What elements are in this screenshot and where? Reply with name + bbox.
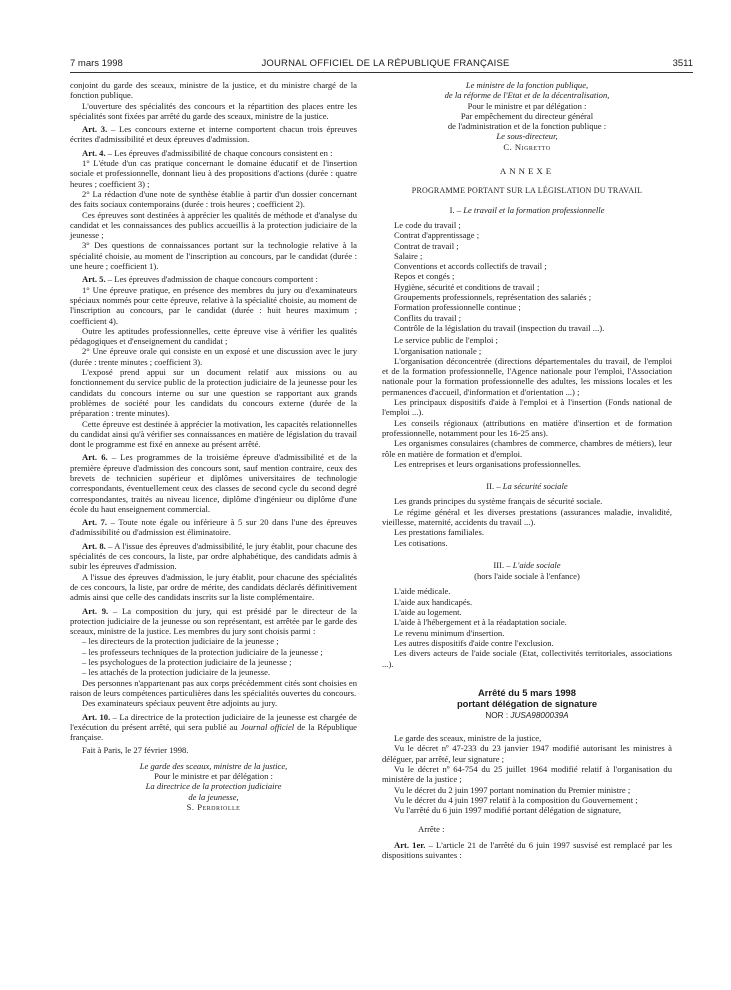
list-item: – les psychologues de la protection judiciaire de la jeunesse ;	[82, 657, 292, 668]
section-number: III. –	[493, 559, 513, 570]
list-item: Conventions et accords collectifs de travail ;	[394, 261, 547, 272]
list-item: Formation professionnelle continue ;	[394, 302, 521, 313]
article-text: – Les programmes de la troisième épreuve d'admissibilité et de la première épreuve d'admission des concours sont, sauf mention contraire, ceux des brevets de technicien supérieur et diplômes universitaires de technologie correspondants, éventuellement ceux des classes de second cycle du second degré correspondantes, traités au niveau licence, diplôme d'ingénieur ou diplôme d'une école du haut enseignement commercial.	[70, 452, 357, 514]
paragraph: conjoint du garde des sceaux, ministre de la justice, et du ministre chargé de la fonction publique.	[70, 80, 357, 101]
signature-line: de l'administration et de la fonction publique :	[447, 121, 607, 132]
article-7	[70, 517, 357, 538]
paragraph: Vu le décret du 4 juin 1997 relatif à la composition du Gouvernement ;	[394, 794, 638, 805]
section-number: II. –	[486, 481, 503, 492]
signature-line: de la réforme de l'Etat et de la décentralisation,	[444, 90, 610, 101]
paragraph: A l'issue des épreuves d'admission, le jury établit, pour chacune des spécialités de ces concours, la liste, par ordre de mérite, des candidats déclarés définitivement admis ainsi que celle des candidats inscrits sur la liste complémentaire.	[70, 571, 357, 603]
paragraph: 1° Une épreuve pratique, en présence des membres du jury ou d'examinateurs spéciaux nommés pour cette épreuve, relative à la spécialité choisie, au moment de l'inscription au concours, par le candidat (durée : huit heures maximum ; coefficient 4).	[70, 284, 357, 326]
paragraph: L'organisation nationale ;	[394, 345, 482, 356]
list-item: Groupements professionnels, représentation des salariés ;	[394, 292, 592, 303]
list-item: Le code du travail ;	[394, 219, 461, 230]
paragraph: Les prestations familiales.	[394, 527, 484, 538]
article-3	[70, 124, 357, 145]
article-text: – Les épreuves d'admissibilité de chaque concours consistent en :	[105, 147, 333, 158]
jury-list	[70, 636, 357, 677]
paragraph: Les cotisations.	[394, 537, 448, 548]
paragraph: 2° La rédaction d'une note de synthèse établie à partir d'un dossier concernant des faits sociaux contemporains (durée : trois heures ; coefficient 2).	[70, 188, 357, 210]
section-3-list	[382, 586, 672, 668]
article-label: Art. 8.	[82, 540, 106, 551]
signatory-name: S. Perdriolle	[186, 801, 241, 812]
article-label: Art. 6.	[82, 452, 108, 463]
nor-label: NOR :	[485, 710, 511, 720]
signature-line: Le ministre de la fonction publique,	[465, 80, 589, 90]
paragraph: L'organisation déconcentrée (directions départementales du travail, de l'emploi et de la formation professionnelle, l'Agence nationale pour l'emploi, l'Association nationale pour la formation professionnelle des adultes, les missions locales et les permanences d'accueil, d'information et d'orientation ...) ;	[382, 355, 672, 397]
journal-name: Journal officiel	[240, 721, 295, 732]
section-3-subtitle: (hors l'aide sociale à l'enfance)	[474, 571, 580, 582]
list-item: L'aide aux handicapés.	[394, 596, 473, 607]
header-page-number: 3511	[672, 58, 693, 69]
article-text: de la République française.	[70, 721, 357, 743]
arrete-title-line: Arrêté du 5 mars 1998	[478, 686, 576, 698]
arrete-title-line: portant délégation de signature	[456, 697, 598, 709]
list-item: Contrat de travail ;	[394, 240, 459, 251]
article-label: Art. 1er.	[394, 839, 426, 850]
header-journal-title: JOURNAL OFFICIEL DE LA RÉPUBLIQUE FRANÇAISE	[261, 58, 510, 69]
paragraph: Outre les aptitudes professionnelles, cette épreuve vise à vérifier les qualités pédagogiques et d'enseignement du candidat ;	[70, 325, 357, 347]
signature-block	[382, 80, 672, 152]
list-item: Salaire ;	[394, 250, 423, 261]
paragraph: Les conseils régionaux (attributions en matière d'insertion et de formation professionnelle, notamment pour les 16-25 ans).	[382, 417, 672, 438]
article-text: – A l'issue des épreuves d'admissibilité, le jury établit, pour chacune des spécialités de ces concours, la liste, par ordre alphabétique, des candidats admis à subir les épreuves d'admission.	[70, 540, 357, 572]
article-text: – L'article 21 de l'arrêté du 6 juin 1997 susvisé est remplacé par les dispositions suivantes :	[382, 839, 673, 861]
article-label: Art. 9.	[82, 605, 109, 616]
article-5	[70, 274, 357, 284]
arrete-word: Arrête :	[418, 823, 445, 834]
article-1	[382, 840, 672, 861]
list-item: – les attachés de la protection judiciaire de la jeunesse.	[82, 667, 271, 678]
article-label: Art. 5.	[82, 274, 106, 285]
section-title: La sécurité sociale	[502, 481, 568, 492]
article-text: – Les épreuves d'admission de chaque concours comportent :	[105, 274, 318, 285]
header-date: 7 mars 1998	[70, 58, 123, 69]
list-item: Hygiène, sécurité et conditions de travail ;	[394, 281, 540, 292]
paragraph: Ces épreuves sont destinées à apprécier les qualités de méthode et d'analyse du candidat et les connaissances des publics accueillis à la protection judiciaire de la jeunesse ;	[70, 209, 357, 241]
list-item: – les directeurs de la protection judiciaire de la jeunesse ;	[82, 636, 279, 647]
paragraph: Les grands principes du système français de sécurité sociale.	[394, 496, 603, 507]
article-text: – La composition du jury, qui est présidé par le directeur de la protection judiciaire de la jeunesse ou son représentant, est arrêtée par le garde des sceaux, ministre de la justice. Les membres du jury sont choisis parmi :	[70, 605, 357, 637]
paragraph: Le service public de l'emploi ;	[394, 335, 498, 346]
signature-line: de la jeunesse,	[188, 791, 239, 802]
article-text: – Les concours externe et interne comportent chacun trois épreuves écrites d'admissibilité et deux épreuves d'admission.	[70, 124, 357, 145]
article-6	[70, 452, 357, 514]
list-item: Contrat d'apprentissage ;	[394, 230, 480, 241]
paragraph: L'exposé prend appui sur un document relatif aux missions ou au fonctionnement du service public de la protection judiciaire de la jeunesse pour les candidats du concours interne ou sur une question se rapportant aux grands problèmes de société pour les candidats du concours externe (durée de la préparation : trente minutes).	[70, 367, 357, 419]
section-1-heading	[382, 205, 672, 215]
signature-line: Pour le ministre et par délégation :	[467, 100, 587, 111]
article-8	[70, 541, 357, 572]
list-item: – les professeurs techniques de la protection judiciaire de la jeunesse ;	[82, 646, 323, 657]
paragraph: Le garde des sceaux, ministre de la justice,	[394, 733, 542, 744]
section-2-heading	[382, 481, 672, 491]
paragraph: Vu le décret nº 64-754 du 25 juillet 1964 modifié relatif à l'organisation du ministère de la justice ;	[382, 764, 672, 785]
signature-line: Par empêchement du directeur général	[460, 110, 594, 121]
article-label: Art. 10.	[82, 711, 111, 722]
paragraph: Vu le décret du 2 juin 1997 portant nomination du Premier ministre ;	[394, 784, 631, 795]
paragraph: Le régime général et les diverses prestations (assurances maladie, invalidité, vieillesse, maternité, accidents du travail ...).	[382, 506, 672, 527]
list-item: Le revenu minimum d'insertion.	[394, 627, 505, 638]
annexe-heading: ANNEXE	[499, 166, 555, 177]
article-10	[70, 712, 357, 743]
article-label: Art. 7.	[82, 517, 108, 528]
arrete-heading	[382, 687, 672, 709]
header-rule	[70, 72, 693, 73]
left-column	[70, 80, 357, 812]
article-9	[70, 606, 357, 637]
paragraph: 3° Des questions de connaissances portant sur la technologie relative à la spécialité choisie, au moment de l'inscription au concours, par le candidat (durée : une heure ; coefficient 1).	[70, 240, 357, 272]
paragraph: Vu l'arrêté du 6 juin 1997 modifié portant délégation de signature,	[394, 805, 622, 816]
paragraph: Les organismes consulaires (chambres de commerce, chambres de métiers), leur rôle en matière de formation et d'emploi.	[382, 438, 672, 459]
article-label: Art. 4.	[82, 147, 106, 158]
signature-line: Le garde des sceaux, ministre de la justice,	[139, 760, 288, 771]
paragraph: Des personnes n'appartenant pas aux corps précédemment cités sont choisies en raison de leurs compétences particulières dans les spécialités ouvertes du concours.	[70, 677, 357, 698]
list-item: L'aide au logement.	[394, 607, 462, 618]
paragraph: Les entreprises et leurs organisations professionnelles.	[394, 458, 581, 469]
section-title: L'aide sociale	[512, 559, 561, 570]
paragraph: 2° Une épreuve orale qui consiste en un exposé et une discussion avec le jury (durée : trente minutes ; coefficient 3).	[70, 346, 357, 367]
signature-line: La directrice de la protection judiciaire	[145, 781, 282, 792]
list-item: Contrôle de la législation du travail (inspection du travail ...).	[394, 322, 605, 333]
section-title: Le travail et la formation professionnelle	[463, 204, 605, 215]
paragraph: Des examinateurs spéciaux peuvent être adjoints au jury.	[82, 698, 278, 709]
list-item: L'aide médicale.	[394, 586, 451, 597]
programme-heading: PROGRAMME PORTANT SUR LA LÉGISLATION DU TRAVAIL	[411, 186, 643, 196]
list-item: Les autres dispositifs d'aide contre l'exclusion.	[394, 637, 554, 648]
nor-reference	[382, 711, 672, 721]
section-3-heading	[382, 560, 672, 570]
signature-line: Pour le ministre et par délégation :	[154, 771, 273, 781]
list-item: Repos et congés ;	[394, 271, 455, 282]
article-label: Art. 3.	[82, 124, 108, 135]
paragraph: 1° L'étude d'un cas pratique concernant le domaine éducatif et de l'insertion sociale et professionnelle, donnant lieu à des propositions d'actions (durée : quatre heures ; coefficient 3) ;	[70, 158, 357, 189]
paragraph: L'ouverture des spécialités des concours et la répartition des places entre les spécialités sont fixées par arrêté du garde des sceaux, ministre de la justice.	[70, 100, 357, 121]
section-1-list	[382, 220, 672, 469]
paragraph: Les principaux dispositifs d'aide à l'emploi et à l'insertion (Fonds national de l'emploi ...).	[382, 397, 672, 418]
nor-code: JUSA9800039A	[510, 710, 569, 720]
page-header	[70, 56, 701, 72]
article-text: – La directrice de la protection judiciaire de la jeunesse est chargée de l'exécution du présent arrêté, qui sera publié au	[70, 711, 357, 732]
article-text: – Toute note égale ou inférieure à 5 sur 20 dans l'une des épreuves d'admissibilité ou d'admission est éliminatoire.	[70, 517, 357, 538]
article-4	[70, 148, 357, 158]
fait-a-paris: Fait à Paris, le 27 février 1998.	[82, 745, 189, 756]
signatory-name: C. Nigretto	[503, 141, 551, 152]
section-number: I. –	[449, 204, 464, 215]
right-column	[382, 80, 672, 860]
signature-block	[70, 761, 357, 812]
section-2-list	[382, 496, 672, 547]
list-item: Conflits du travail ;	[394, 312, 462, 323]
paragraph: Cette épreuve est destinée à apprécier la motivation, les capacités relationnelles du candidat ainsi qu'à vérifier ses connaissances en matière de législation du travail dont le programme est fixé en annexe au présent arrêté.	[70, 418, 357, 450]
signature-line: Le sous-directeur,	[496, 131, 558, 142]
list-item: L'aide à l'hébergement et à la réadaptation sociale.	[394, 617, 567, 628]
paragraph: Les divers acteurs de l'aide sociale (Etat, collectivités territoriales, associations ...).	[382, 648, 672, 669]
paragraph: Vu le décret nº 47-233 du 23 janvier 1947 modifié autorisant les ministres à déléguer, par arrêté, leur signature ;	[382, 743, 672, 764]
